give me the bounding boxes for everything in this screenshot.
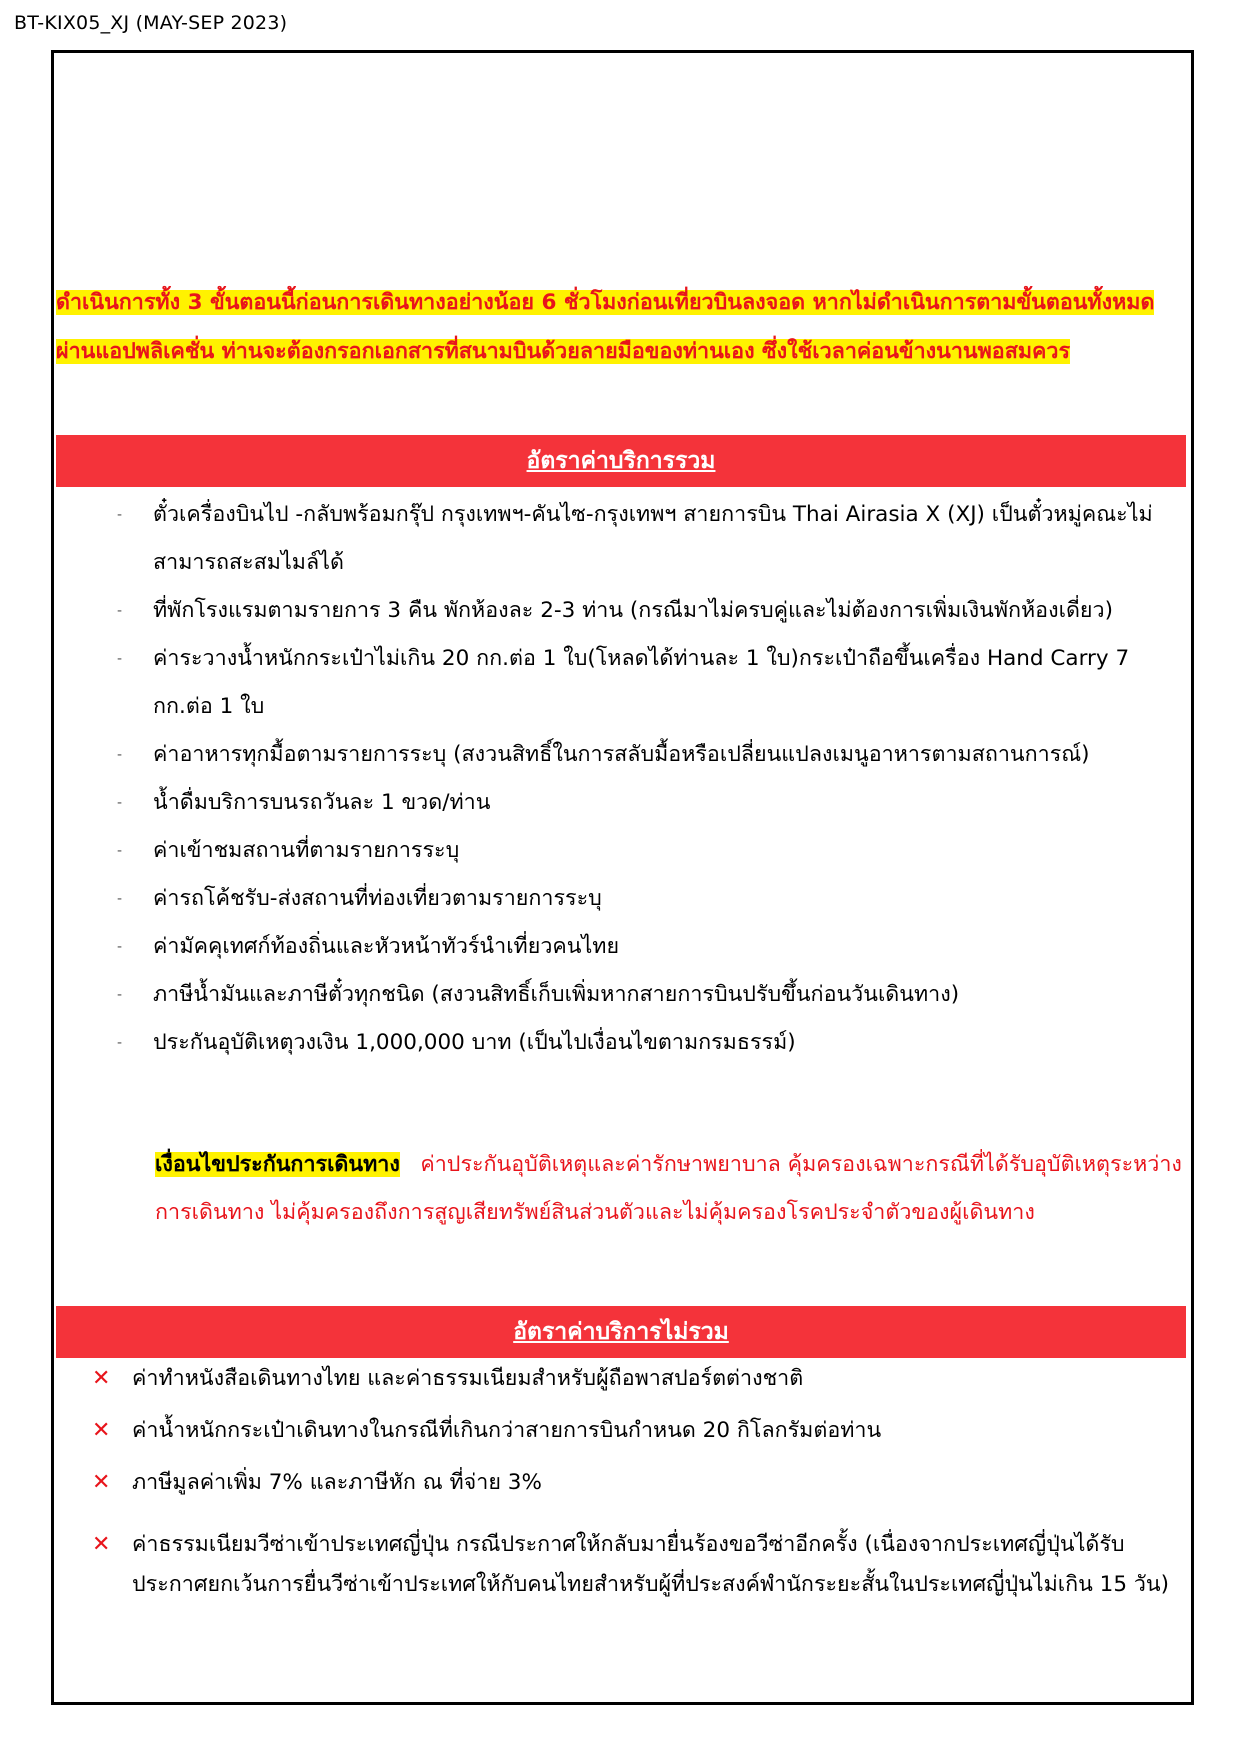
dash-bullet-icon: - — [117, 747, 123, 763]
list-item: - ค่ามัคคุเทศก์ท้องถิ่นและหัวหน้าทัวร์นำเที่ยวคนไทย — [113, 923, 1191, 971]
dash-bullet-icon: - — [117, 987, 123, 1003]
cross-icon: ✕ — [92, 1532, 111, 1557]
included-section-header — [56, 435, 1186, 487]
list-item: ✕ ภาษีมูลค่าเพิ่ม 7% และภาษีหัก ณ ที่จ่าย 3% — [90, 1463, 1185, 1503]
dash-bullet-icon: - — [117, 651, 123, 667]
list-item: - น้ำดื่มบริการบนรถวันละ 1 ขวด/ท่าน — [113, 779, 1191, 827]
dash-bullet-icon: - — [117, 507, 123, 523]
list-item: - ค่าระวางน้ำหนักกระเป๋าไม่เกิน 20 กก.ต่อ 1 ใบ(โหลดได้ท่านละ 1 ใบ)กระเป๋าถือขึ้นเครื่อง Hand Carry 7 กก.ต่อ 1 ใบ — [113, 635, 1191, 731]
list-item: - ภาษีน้ำมันและภาษีตั๋วทุกชนิด (สงวนสิทธิ์เก็บเพิ่มหากสายการบินปรับขึ้นก่อนวันเดินทาง) — [113, 971, 1191, 1019]
excluded-list — [90, 1359, 1185, 1605]
dash-bullet-icon: - — [117, 843, 123, 859]
insurance-text: ค่าประกันอุบัติเหตุและค่ารักษาพยาบาล คุ้มครองเฉพาะกรณีที่ได้รับอุบัติเหตุระหว่างการเดินทาง ไม่คุ้มครองถึงการสูญเสียทรัพย์สินส่วนตัวและไม่คุ้มครองโรคประจำตัวของผู้เดินทาง — [155, 1152, 1182, 1225]
dash-bullet-icon: - — [117, 795, 123, 811]
notice-text: ดำเนินการทั้ง 3 ขั้นตอนนี้ก่อนการเดินทางอย่างน้อย 6 ชั่วโมงก่อนเที่ยวบินลงจอด หากไม่ดำเนินการตามขั้นตอนทั้งหมดผ่านแอปพลิเคชั่น ท่านจะต้องกรอกเอกสารที่สนามบินด้วยลายมือของท่านเอง ซึ่งใช้เวลาค่อนข้างนานพอสมควร — [56, 290, 1155, 364]
list-item: ✕ ค่าธรรมเนียมวีซ่าเข้าประเทศญี่ปุ่น กรณีประกาศให้กลับมายื่นร้องขอวีซ่าอีกครั้ง (เนื่องจากประเทศญี่ปุ่นได้รับประกาศยกเว้นการยื่นวีซ่าเข้าประเทศให้กับคนไทยสำหรับผู้ที่ประสงค์พำนักระยะสั้นในประเทศญี่ปุ่นไม่เกิน 15 วัน) — [90, 1525, 1185, 1605]
document-code: BT-KIX05_XJ (MAY-SEP 2023) — [14, 12, 288, 34]
included-list — [113, 491, 1191, 1067]
important-notice — [56, 278, 1186, 376]
list-item: - ที่พักโรงแรมตามรายการ 3 คืน พักห้องละ 2-3 ท่าน (กรณีมาไม่ครบคู่และไม่ต้องการเพิ่มเงินพักห้องเดี่ยว) — [113, 587, 1191, 635]
included-title: อัตราค่าบริการรวม — [526, 448, 716, 474]
dash-bullet-icon: - — [117, 1035, 123, 1051]
cross-icon: ✕ — [92, 1470, 111, 1495]
dash-bullet-icon: - — [117, 939, 123, 955]
cross-icon: ✕ — [92, 1366, 111, 1391]
dash-bullet-icon: - — [117, 891, 123, 907]
list-item: - ค่าเข้าชมสถานที่ตามรายการระบุ — [113, 827, 1191, 875]
cross-icon: ✕ — [92, 1418, 111, 1443]
insurance-conditions — [155, 1141, 1185, 1237]
list-item: ✕ ค่าน้ำหนักกระเป๋าเดินทางในกรณีที่เกินกว่าสายการบินกำหนด 20 กิโลกรัมต่อท่าน — [90, 1411, 1185, 1451]
list-item: - ค่ารถโค้ชรับ-ส่งสถานที่ท่องเที่ยวตามรายการระบุ — [113, 875, 1191, 923]
excluded-section-header — [56, 1306, 1186, 1358]
excluded-title: อัตราค่าบริการไม่รวม — [513, 1319, 729, 1345]
list-item: - ค่าอาหารทุกมื้อตามรายการระบุ (สงวนสิทธิ์ในการสลับมื้อหรือเปลี่ยนแปลงเมนูอาหารตามสถานการณ์) — [113, 731, 1191, 779]
insurance-label: เงื่อนไขประกันการเดินทาง — [155, 1152, 400, 1177]
dash-bullet-icon: - — [117, 603, 123, 619]
list-item: ✕ ค่าทำหนังสือเดินทางไทย และค่าธรรมเนียมสำหรับผู้ถือพาสปอร์ตต่างชาติ — [90, 1359, 1185, 1399]
list-item: - ตั๋วเครื่องบินไป -กลับพร้อมกรุ๊ป กรุงเทพฯ-คันไซ-กรุงเทพฯ สายการบิน Thai Airasia X (XJ) เป็นตั๋วหมู่คณะไม่สามารถสะสมไมล์ได้ — [113, 491, 1191, 587]
list-item: - ประกันอุบัติเหตุวงเงิน 1,000,000 บาท (เป็นไปเงื่อนไขตามกรมธรรม์) — [113, 1019, 1191, 1067]
